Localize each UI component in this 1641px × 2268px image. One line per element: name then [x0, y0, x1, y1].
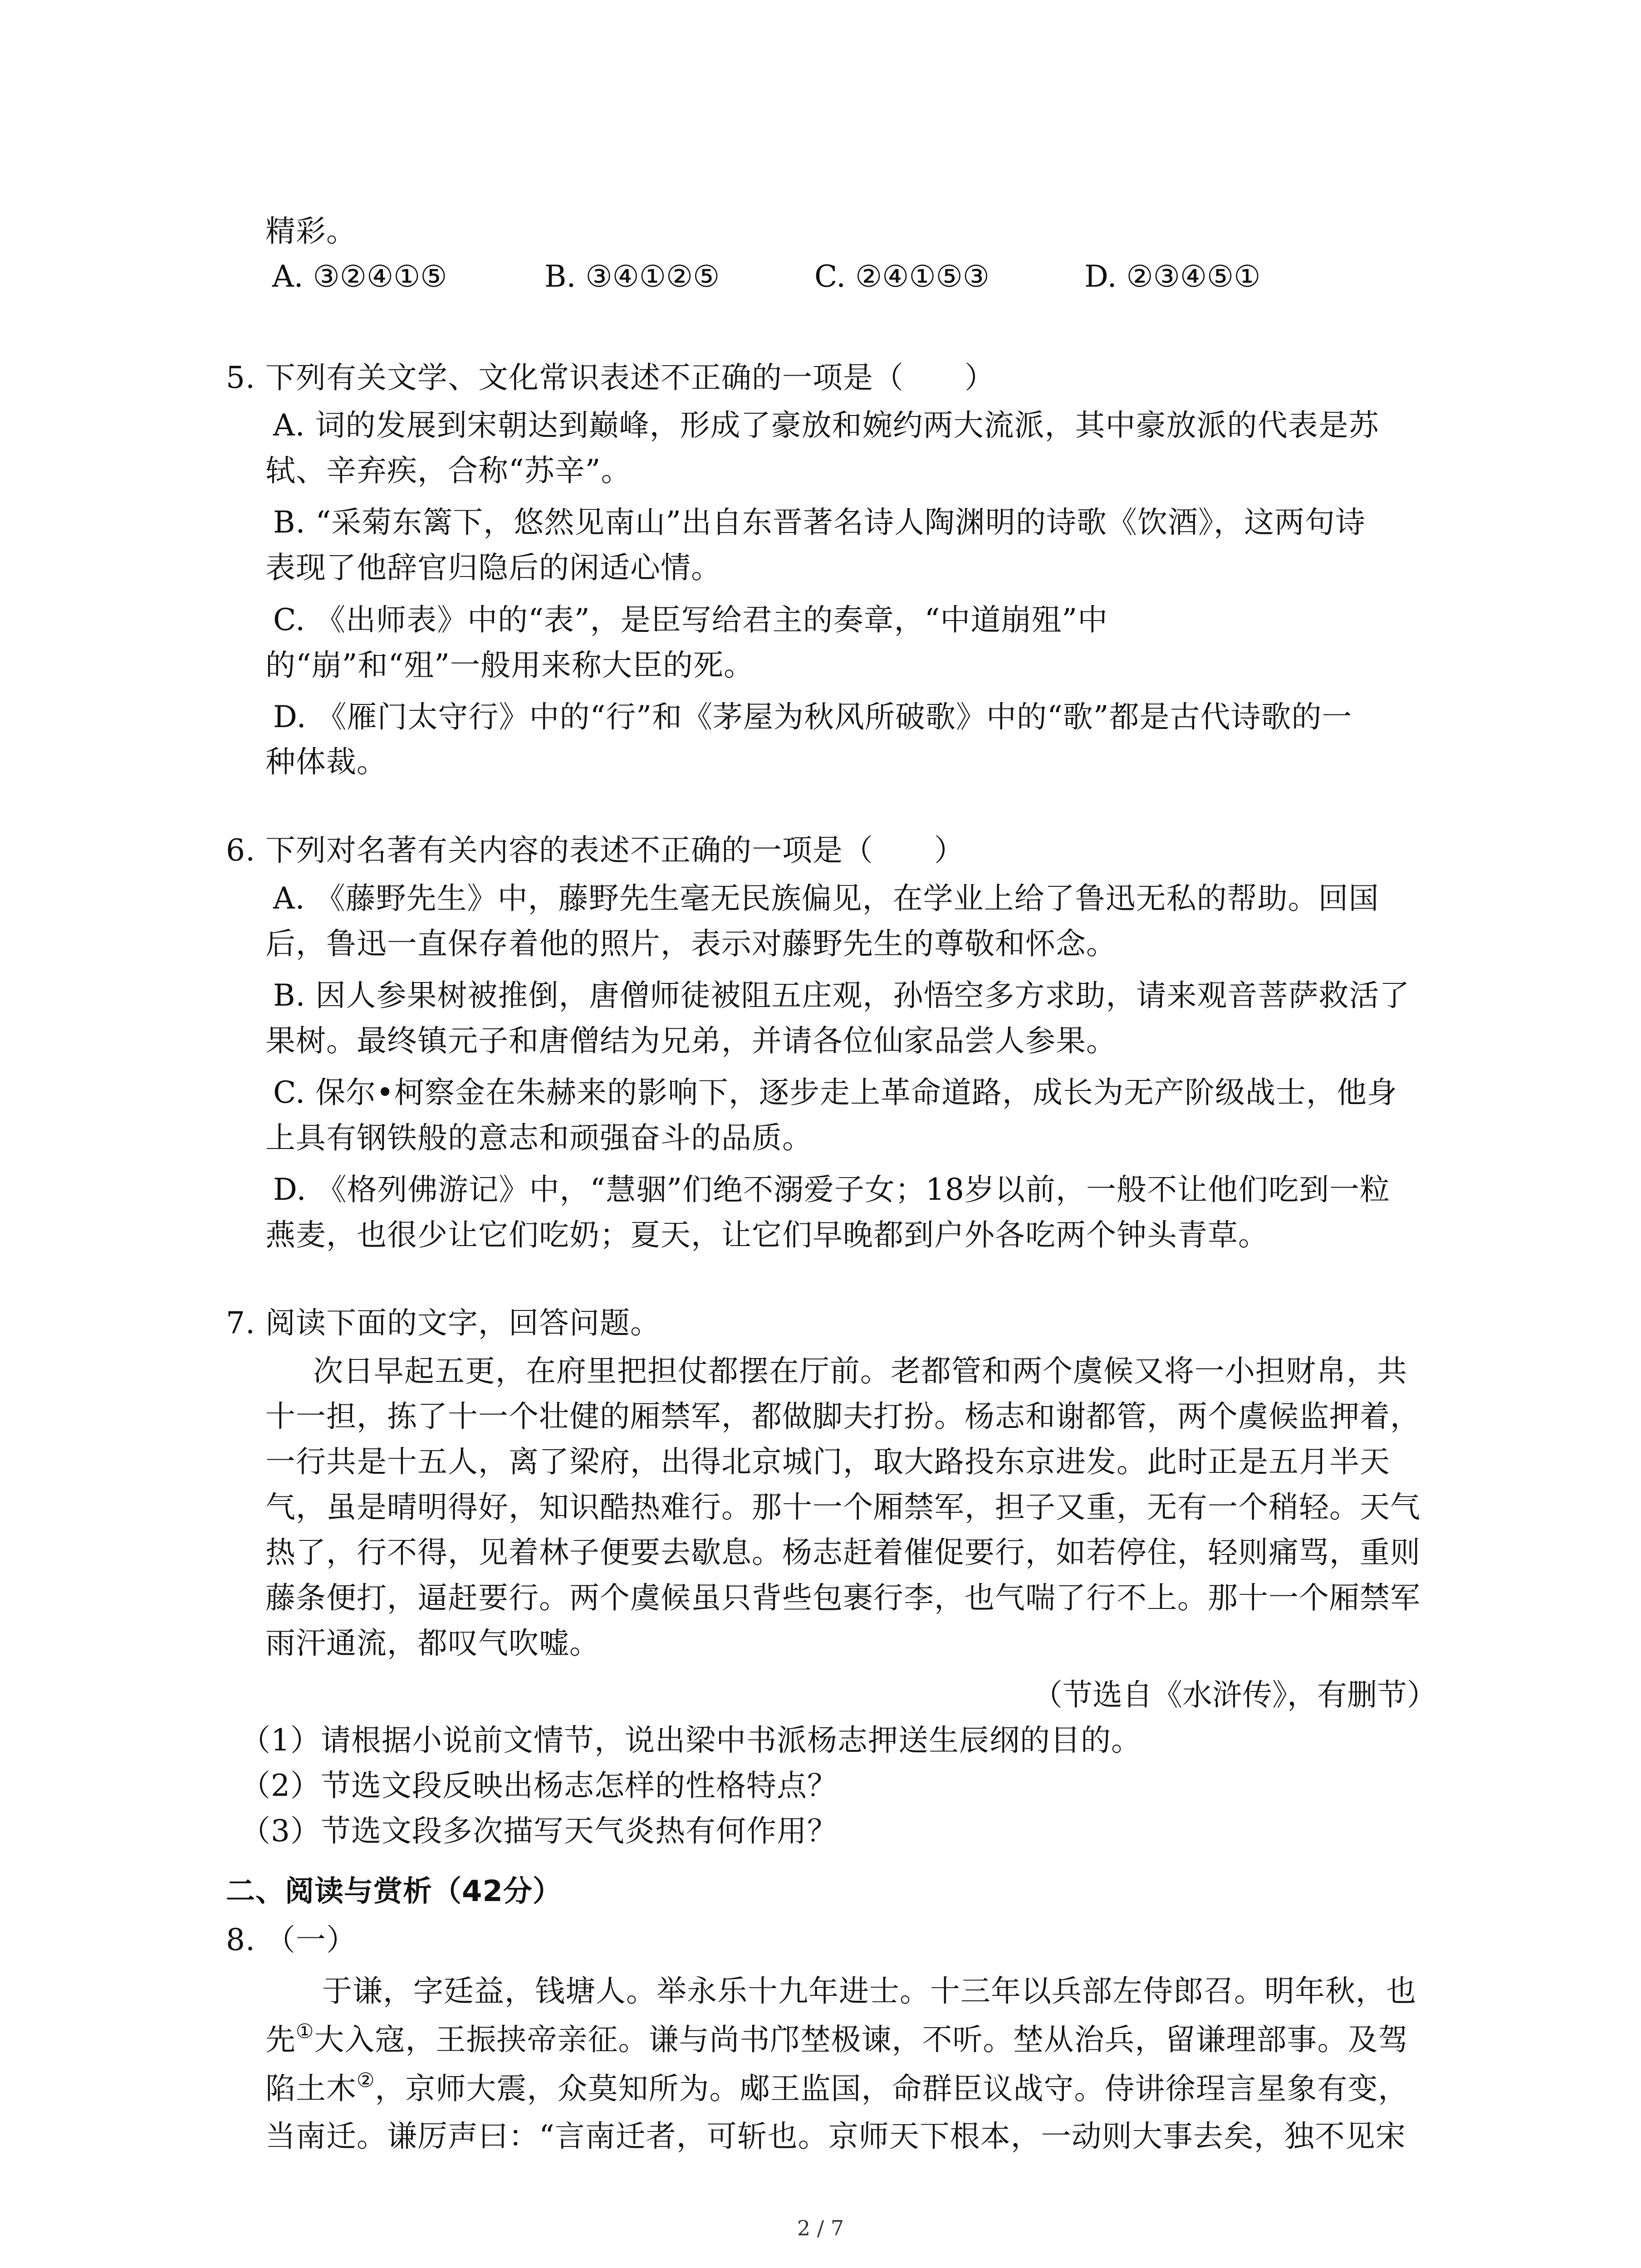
section-heading: 二、阅读与赏析（42分） — [226, 1875, 563, 1908]
q7-passage-line: 气，虽是晴明得好，知识酷热难行。那十一个厢禁军，担子又重，无有一个稍轻。天气 — [265, 1490, 1421, 1525]
q5-line: 表现了他辞官归隐后的闲适心情。 — [265, 550, 721, 585]
q8-passage-line — [265, 2019, 1408, 2064]
q7-passage-line: 十一担，拣了十一个壮健的厢禁军，都做脚夫打扮。杨志和谢都管，两个虞候监押着， — [265, 1399, 1421, 1434]
q8-text: 先 — [265, 2022, 296, 2057]
q6-line: C. 保尔•柯察金在朱赫来的影响下，逐步走上革命道路，成长为无产阶级战士，他身 — [273, 1075, 1398, 1110]
q8-passage-line: 于谦，字廷益，钱塘人。举永乐十九年进士。十三年以兵部左侍郎召。明年秋，也 — [322, 1974, 1416, 2009]
footnote-marker: ② — [357, 2069, 375, 2092]
q6-line: 上具有钢铁般的意志和顽强奋斗的品质。 — [265, 1120, 813, 1155]
q8-passage-line — [265, 2068, 1408, 2113]
q6-line: 燕麦，也很少让它们吃奶；夏天，让它们早晚都到户外各吃两个钟头青草。 — [265, 1217, 1269, 1252]
q5-line: C. 《出师表》中的“表”，是臣写给君主的奏章，“中道崩殂”中 — [273, 602, 1108, 637]
q7-stem: 7. 阅读下面的文字，回答问题。 — [226, 1305, 661, 1340]
q6-line: A. 《藤野先生》中，藤野先生毫无民族偏见，在学业上给了鲁迅无私的帮助。回国 — [273, 881, 1379, 916]
q6-line: 果树。最终镇元子和唐僧结为兄弟，并请各位仙家品尝人参果。 — [265, 1023, 1117, 1058]
q6-stem: 6. 下列对名著有关内容的表述不正确的一项是（ ） — [226, 833, 965, 868]
q7-subquestion: （1）请根据小说前文情节，说出梁中书派杨志押送生辰纲的目的。 — [240, 1723, 1141, 1758]
q5-line: 轼、辛弃疾，合称“苏辛”。 — [265, 453, 632, 488]
q5-line: A. 词的发展到宋朝达到巅峰，形成了豪放和婉约两大流派，其中豪放派的代表是苏 — [273, 408, 1379, 443]
q7-passage-line: 一行共是十五人，离了梁府，出得北京城门，取大路投东京进发。此时正是五月半天 — [265, 1444, 1390, 1479]
q7-passage-line: 次日早起五更，在府里把担仗都摆在厅前。老都管和两个虞候又将一小担财帛，共 — [313, 1354, 1407, 1388]
page-number: 2 / 7 — [797, 2216, 844, 2240]
q6-line: 后，鲁迅一直保存着他的照片，表示对藤野先生的尊敬和怀念。 — [265, 926, 1117, 961]
q7-passage-line: 雨汗通流，都叹气吹嘘。 — [265, 1626, 600, 1661]
option-d: D. ②③④⑤① — [1084, 259, 1261, 294]
q6-line: D. 《格列佛游记》中，“慧骃”们绝不溺爱子女；18岁以前，一般不让他们吃到一粒 — [273, 1172, 1390, 1207]
q7-passage-line: 藤条便打，逼赶要行。两个虞候虽只背些包裹行李，也气喘了行不上。那十一个厢禁军 — [265, 1580, 1421, 1615]
q6-line: B. 因人参果树被推倒，唐僧师徒被阻五庄观，孙悟空多方求助，请来观音菩萨救活了 — [273, 978, 1410, 1013]
q8-stem: 8. （一） — [226, 1922, 357, 1957]
q8-passage-line: 当南迁。谦厉声曰：“言南迁者，可斩也。京师天下根本，一动则大事去矣，独不见宋 — [265, 2119, 1406, 2154]
q8-text: 陷土木 — [265, 2071, 357, 2106]
q5-line: D. 《雁门太守行》中的“行”和《茅屋为秋风所破歌》中的“歌”都是古代诗歌的一 — [273, 699, 1352, 734]
q5-line: 的“崩”和“殂”一般用来称大臣的死。 — [265, 648, 754, 683]
q7-passage-line: 热了，行不得，见着林子便要去歇息。杨志赶着催促要行，如若停住，轻则痛骂，重则 — [265, 1535, 1421, 1570]
option-c: C. ②④①⑤③ — [814, 259, 989, 294]
prev-question-continuation: 精彩。 — [265, 214, 357, 249]
footnote-marker: ① — [296, 2020, 314, 2043]
option-a: A. ③②④①⑤ — [272, 259, 447, 294]
option-b: B. ③④①②⑤ — [544, 259, 720, 294]
q5-stem: 5. 下列有关文学、文化常识表述不正确的一项是（ ） — [226, 360, 995, 395]
q5-line: 种体裁。 — [265, 744, 387, 779]
q8-text: 大入寇，王振挟帝亲征。谦与尚书邝埜极谏，不听。埜从治兵，留谦理部事。及驾 — [314, 2022, 1409, 2057]
q7-source: （节选自《水浒传》，有删节） — [1033, 1677, 1437, 1712]
q7-subquestion: （2）节选文段反映出杨志怎样的性格特点？ — [240, 1768, 838, 1803]
q8-text: ，京师大震，众莫知所为。郕王监国，命群臣议战守。侍讲徐珵言星象有变， — [375, 2071, 1409, 2106]
q5-line: B. “采菊东篱下，悠然见南山”出自东晋著名诗人陶渊明的诗歌《饮酒》，这两句诗 — [273, 505, 1366, 540]
q7-subquestion: （3）节选文段多次描写天气炎热有何作用？ — [240, 1813, 838, 1848]
